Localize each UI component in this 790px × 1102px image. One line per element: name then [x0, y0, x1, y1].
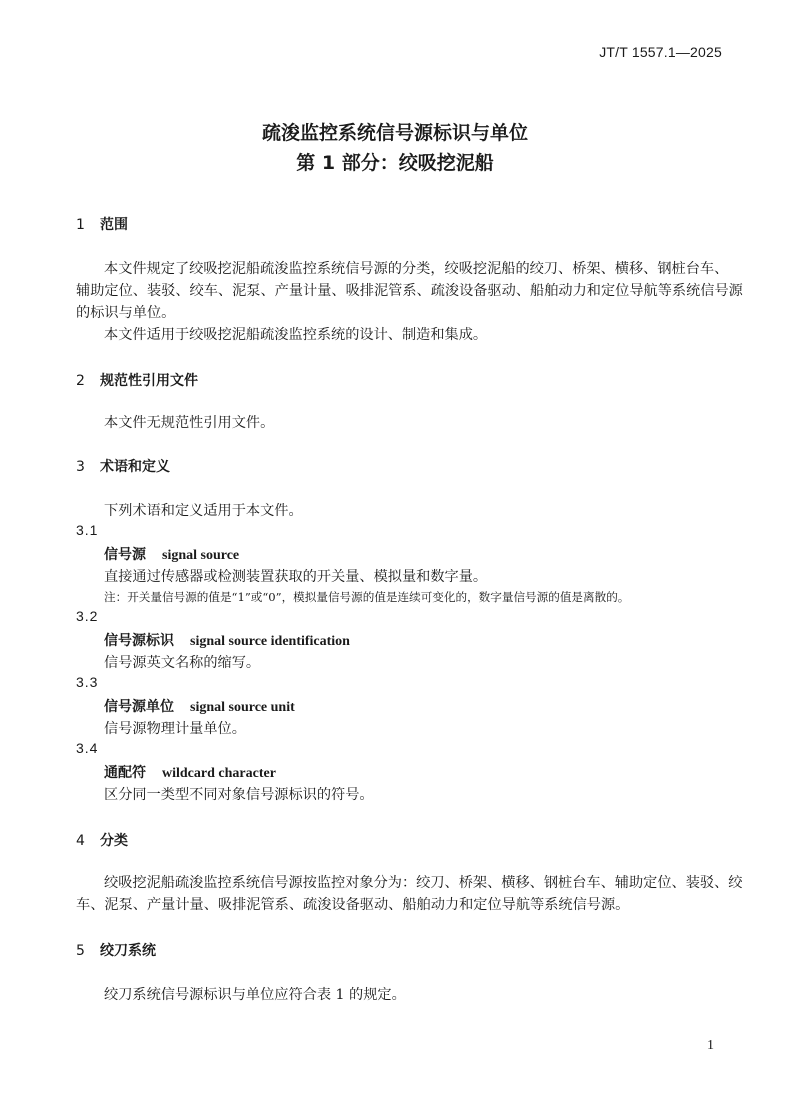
section-number: 5 — [76, 943, 85, 959]
section-heading — [76, 370, 198, 390]
document-subtitle: 第 1 部分：绞吸挖泥船 — [296, 152, 494, 174]
section-number: 1 — [76, 217, 85, 233]
term-entry — [104, 762, 276, 782]
section-title: 术语和定义 — [100, 459, 170, 475]
section-number: 3 — [76, 459, 85, 475]
section-number: 2 — [76, 373, 85, 389]
term-en: signal source unit — [190, 700, 295, 715]
term-zh: 通配符 — [104, 765, 146, 781]
section-heading — [76, 830, 128, 850]
standard-code: JT/T 1557.1—2025 — [599, 44, 722, 60]
term-definition: 区分同一类型不同对象信号源标识的符号。 — [104, 787, 374, 803]
term-note: 注：开关量信号源的值是“1”或“0”，模拟量信号源的值是连续可变化的，数字量信号源的值是离散的。 — [104, 590, 630, 604]
term-zh: 信号源标识 — [104, 633, 174, 649]
term-zh: 信号源 — [104, 547, 146, 563]
paragraph: 绞吸挖泥船疏浚监控系统信号源按监控对象分为：绞刀、桥架、横移、钢桩台车、辅助定位、装驳、绞 — [104, 875, 743, 891]
term-zh: 信号源单位 — [104, 699, 174, 715]
term-entry — [104, 696, 295, 716]
paragraph: 本文件无规范性引用文件。 — [104, 415, 275, 431]
section-title: 规范性引用文件 — [100, 373, 198, 389]
section-heading — [76, 214, 128, 234]
paragraph-continued: 车、泥泵、产量计量、吸排泥管系、疏浚设备驱动、船舶动力和定位导航等系统信号源。 — [76, 897, 630, 913]
paragraph: 本文件规定了绞吸挖泥船疏浚监控系统信号源的分类，绞吸挖泥船的绞刀、桥架、横移、钢桩台车、 — [104, 261, 729, 277]
term-number: 3.1 — [76, 522, 99, 538]
section-title: 分类 — [100, 833, 128, 849]
paragraph: 绞刀系统信号源标识与单位应符合表 1 的规定。 — [104, 987, 406, 1003]
section-title: 范围 — [100, 217, 128, 233]
term-definition: 信号源物理计量单位。 — [104, 721, 246, 737]
term-entry — [104, 630, 350, 650]
paragraph-continued: 的标识与单位。 — [76, 305, 176, 321]
term-number: 3.4 — [76, 740, 99, 756]
term-number: 3.2 — [76, 608, 99, 624]
paragraph-continued: 辅助定位、装驳、绞车、泥泵、产量计量、吸排泥管系、疏浚设备驱动、船舶动力和定位导航等系统信号源 — [76, 283, 743, 299]
term-en: wildcard character — [162, 766, 276, 781]
term-number: 3.3 — [76, 674, 99, 690]
term-entry — [104, 544, 239, 564]
term-definition: 信号源英文名称的缩写。 — [104, 655, 261, 671]
section-heading — [76, 456, 170, 476]
page-number: 1 — [707, 1038, 714, 1053]
paragraph: 下列术语和定义适用于本文件。 — [104, 503, 303, 519]
term-en: signal source — [162, 548, 240, 563]
section-number: 4 — [76, 833, 85, 849]
document-title: 疏浚监控系统信号源标识与单位 — [261, 122, 528, 144]
term-definition: 直接通过传感器或检测装置获取的开关量、模拟量和数字量。 — [104, 569, 488, 585]
paragraph: 本文件适用于绞吸挖泥船疏浚监控系统的设计、制造和集成。 — [104, 327, 488, 343]
term-en: signal source identification — [190, 634, 350, 649]
section-title: 绞刀系统 — [100, 943, 156, 959]
section-heading — [76, 940, 156, 960]
